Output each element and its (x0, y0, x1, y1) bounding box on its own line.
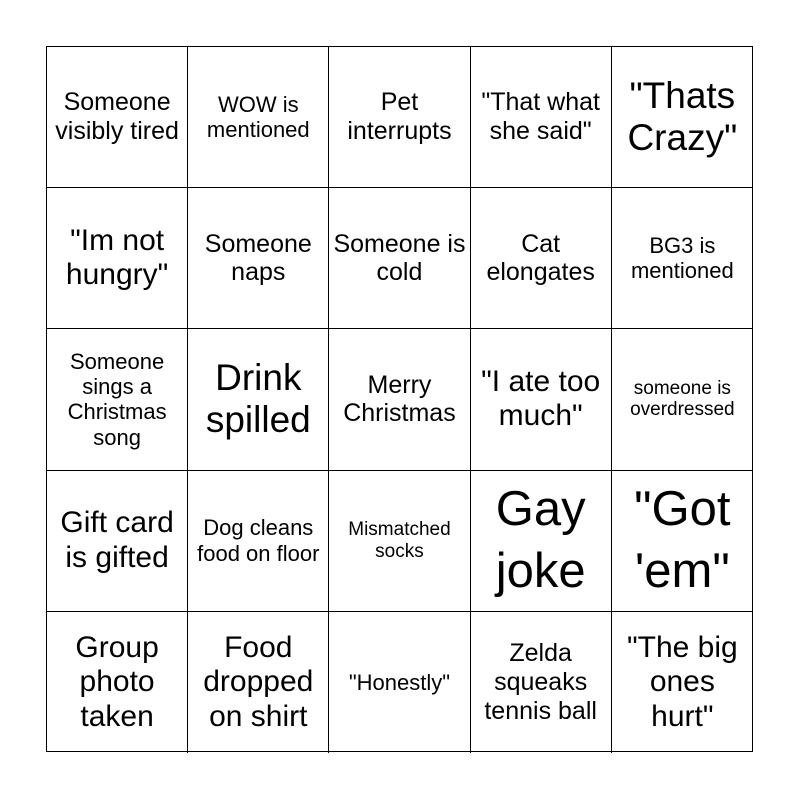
bingo-cell-r4c4[interactable]: Gay joke (471, 471, 612, 612)
bingo-cell-r2c5[interactable]: BG3 is mentioned (612, 188, 753, 329)
bingo-cell-r5c3[interactable]: "Honestly" (329, 612, 470, 753)
bingo-board (46, 46, 753, 752)
bingo-cell-r1c1[interactable]: Someone visibly tired (47, 47, 188, 188)
bingo-cell-r1c2[interactable]: WOW is mentioned (188, 47, 329, 188)
bingo-cell-r2c3[interactable]: Someone is cold (329, 188, 470, 329)
bingo-cell-r1c3[interactable]: Pet interrupts (329, 47, 470, 188)
bingo-cell-r5c1[interactable]: Group photo taken (47, 612, 188, 753)
bingo-cell-r3c5[interactable]: someone is overdressed (612, 329, 753, 470)
bingo-cell-r2c4[interactable]: Cat elongates (471, 188, 612, 329)
bingo-cell-r2c1[interactable]: "Im not hungry" (47, 188, 188, 329)
bingo-cell-r5c5[interactable]: "The big ones hurt" (626, 630, 738, 733)
bingo-cell-r4c1[interactable]: Gift card is gifted (47, 471, 188, 612)
bingo-cell-r1c5[interactable]: "Thats Crazy" (612, 47, 753, 188)
bingo-cell-r5c4[interactable]: Zelda squeaks tennis ball (471, 612, 612, 753)
bingo-cell-r3c2[interactable]: Drink spilled (188, 329, 329, 470)
bingo-cell-r4c5[interactable]: "Got 'em" (612, 471, 753, 612)
bingo-cell-r3c3[interactable]: Merry Christmas (329, 329, 470, 470)
bingo-cell-r4c3[interactable]: Mismatched socks (329, 471, 470, 612)
bingo-cell-r3c1[interactable]: Someone sings a Christmas song (47, 329, 188, 470)
bingo-cell-r4c2[interactable]: Dog cleans food on floor (188, 471, 329, 612)
bingo-cell-r1c4[interactable]: "That what she said" (471, 47, 612, 188)
bingo-cell-r5c2[interactable]: Food dropped on shirt (188, 612, 329, 753)
bingo-cell-r2c2[interactable]: Someone naps (188, 188, 329, 329)
bingo-cell-r3c4[interactable]: "I ate too much" (471, 329, 612, 470)
